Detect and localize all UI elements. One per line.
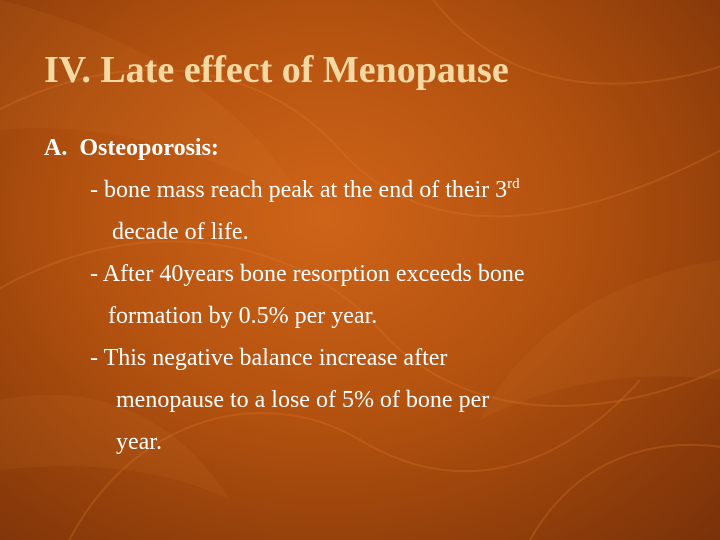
bullet-1-line-1: [90, 178, 520, 202]
bullet-3-line-3: year.: [116, 429, 162, 455]
ordinal-superscript: rd: [507, 176, 520, 192]
section-title: Osteoporosis:: [79, 135, 219, 161]
section-heading: [44, 136, 219, 160]
bullet-text: After 40years bone resorption exceeds bone: [102, 261, 525, 287]
bullet-text: This negative balance increase after: [103, 345, 448, 371]
bullet-3-line-2: menopause to a lose of 5% of bone per: [116, 387, 490, 413]
bullet-dash: -: [90, 261, 98, 287]
bullet-1-line-2: decade of life.: [112, 219, 249, 245]
slide-title: IV. Late effect of Menopause: [44, 49, 509, 91]
bullet-3-line-1: [90, 346, 447, 370]
section-marker: A.: [44, 135, 68, 161]
bullet-2-line-1: [90, 262, 525, 286]
bullet-2-line-2: formation by 0.5% per year.: [108, 303, 378, 329]
bullet-text: bone mass reach peak at the end of their 3: [104, 177, 508, 203]
bullet-dash: -: [90, 345, 98, 371]
bullet-dash: -: [90, 177, 98, 203]
